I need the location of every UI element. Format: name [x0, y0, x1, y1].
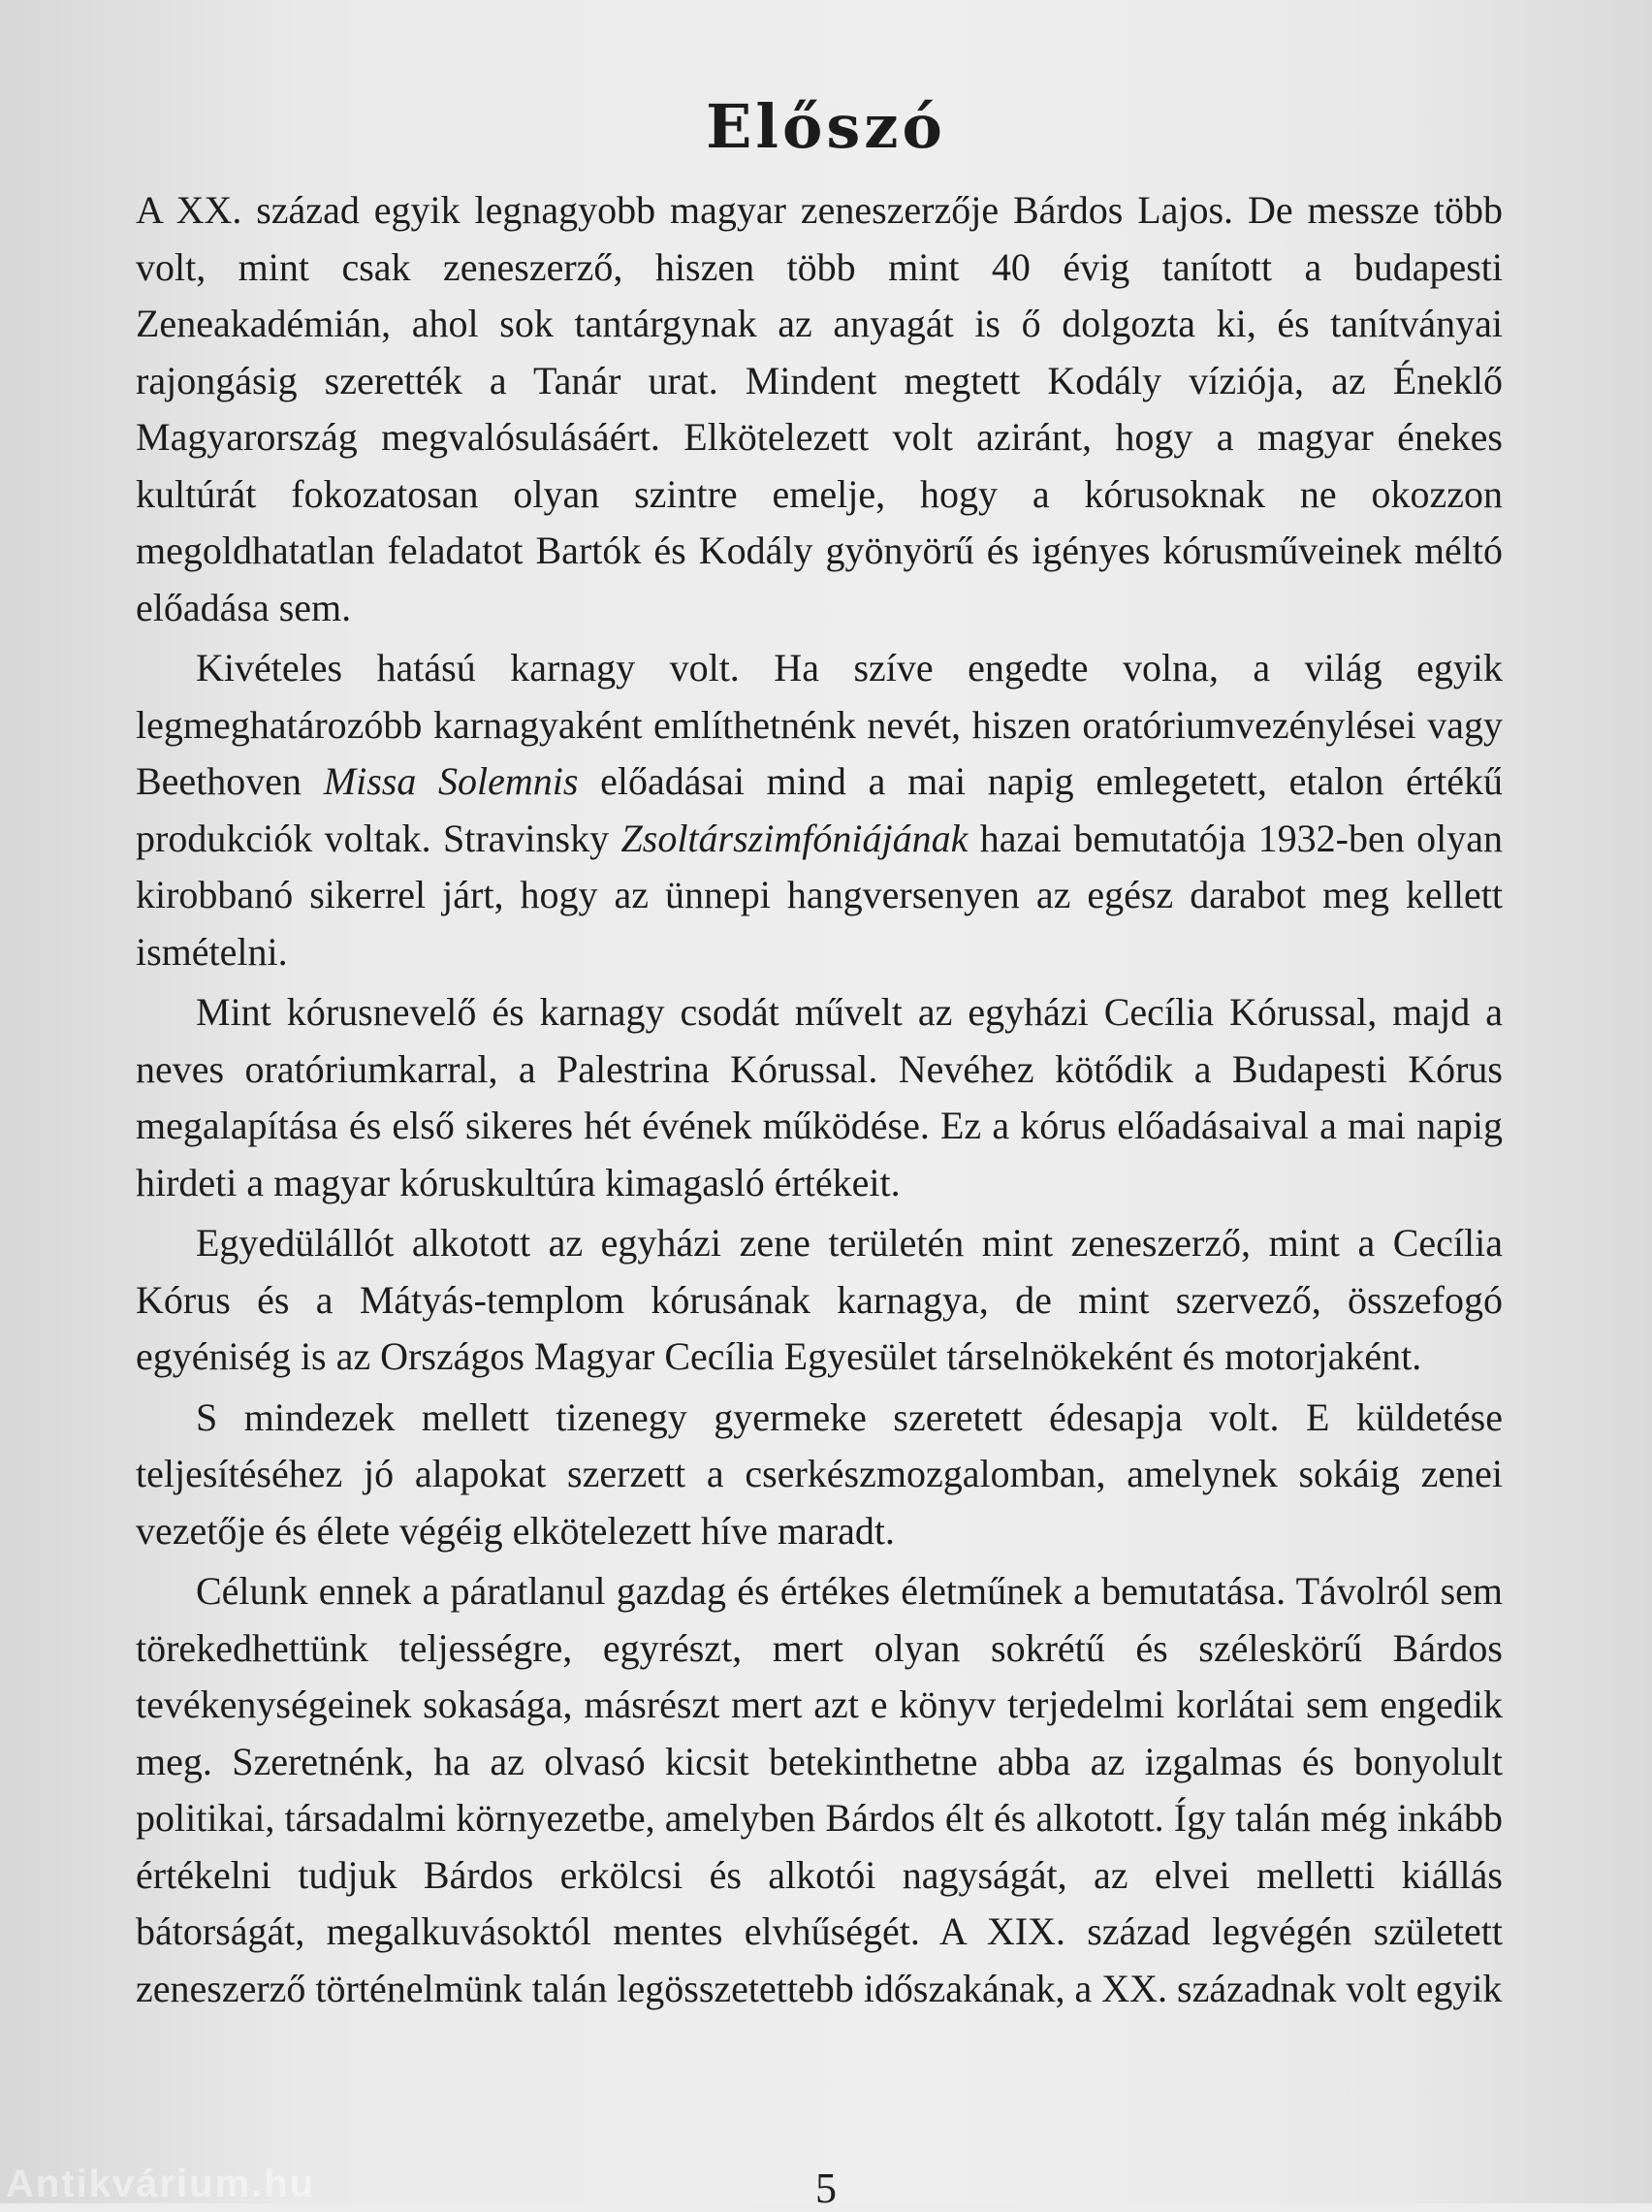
paragraph-4: Egyedülállót alkotott az egyházi zene területén mint zeneszerző, mint a Cecília Kórus és a Mátyás-templom kórusának karnagya, de mint szervező, összefogó egyéniség is az Országos Magyar Cecília Egyesület társelnökeként és motorjaként. — [136, 1221, 1503, 1378]
paragraph-6: Célunk ennek a páratlanul gazdag és értékes életműnek a bemutatása. Távolról sem törekedhettünk teljességre, egyrészt, mert olyan sokrétű és széleskörű Bárdos tevékenységeinek sokasága, másrészt mert azt e könyv terjedelmi korlátai sem engedik meg. Szeretnénk, ha az olvasó kicsit betekinthetne abba az izgalmas és bonyolult politikai, társadalmi környezetbe, amelyben Bárdos élt és alkotott. Így talán még inkább értékelni tudjuk Bárdos erkölcsi és alkotói nagyságát, az elvei melletti kiállás bátorságát, megalkuvásoktól mentes elvhűségét. A XIX. század legvégén született zeneszerző történelmünk talán legösszetettebb időszakának, a XX. századnak volt egyik — [136, 1569, 1503, 2010]
paragraph-1: A XX. század egyik legnagyobb magyar zeneszerzője Bárdos Lajos. De messze több volt, mint csak zeneszerző, hiszen több mint 40 évig tanított a budapesti Zeneakadémián, ahol sok tantárgynak az anyagát is ő dolgozta ki, és tanítványai rajongásig szerették a Tanár urat. Mindent megtett Kodály víziója, az Éneklő Magyarország megvalósulásáért. Elkötelezett volt aziránt, hogy a magyar énekes kultúrát fokozatosan olyan szintre emelje, hogy a kórusoknak ne okozzon megoldhatatlan feladatot Bartók és Kodály gyönyörű és igényes kórusműveinek méltó előadása sem. — [136, 188, 1503, 629]
paragraph-3: Mint kórusnevelő és karnagy csodát művelt az egyházi Cecília Kórussal, majd a neves oratóriumkarral, a Palestrina Kórussal. Nevéhez kötődik a Budapesti Kórus megalapítása és első sikeres hét évének működése. Ez a kórus előadásaival a mai napig hirdeti a magyar kóruskultúra kimagasló értékeit. — [136, 990, 1503, 1204]
watermark: Antikvárium.hu — [6, 2163, 316, 2205]
paragraph-5: S mindezek mellett tizenegy gyermeke szeretett édesapja volt. E küldetése teljesítéséhez jó alapokat szerzett a cserkészmozgalomban, amelynek sokáig zenei vezetője és élete végéig elkötelezett híve maradt. — [136, 1395, 1503, 1553]
paragraph-2-text-1: Kivételes hatású karnagy volt. Ha szíve engedte volna, a világ egyik legmeghatározóbb karnagyaként említhetnénk nevét, hiszen oratóriumvezénylései vagy Beethoven — [136, 646, 1503, 803]
page-number: 5 — [815, 2164, 837, 2212]
paragraph-2-text-3: hazai bemutatója 1932-ben olyan kirobbanó sikerrel járt, hogy az ünnepi hangversenyen az egész darabot meg kellett ismételni. — [136, 816, 1503, 974]
body-text — [136, 182, 1503, 2017]
paragraph-2-text-2: előadásai mind a mai napig emlegetett, etalon értékű produkciók voltak. Stravinsky — [136, 759, 1503, 860]
work-title-missa-solemnis: Missa Solemnis — [323, 759, 579, 803]
page-title: Előszó — [706, 90, 946, 162]
paragraph-2 — [136, 640, 1503, 980]
work-title-zsoltarszimfonia: Zsoltárszimfóniájának — [620, 816, 969, 860]
